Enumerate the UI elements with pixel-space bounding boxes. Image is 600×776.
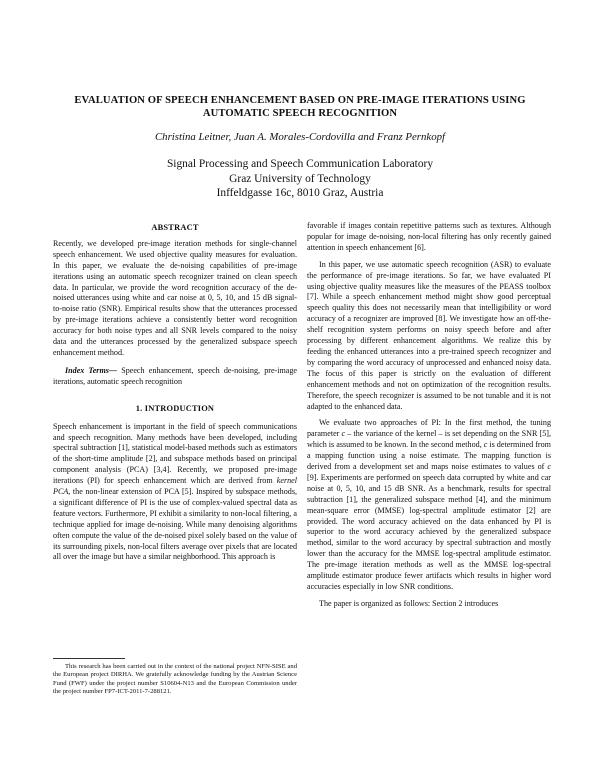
continued-paragraph: favorable if images contain repetitive patterns such as textures. Although popular for image de-noising, non-local filtering has only recently gained attention in speech enhancement [6]. (307, 221, 551, 252)
intro-text-b: , the non-linear extension of PCA [5]. Inspired by subspace methods, a significant difference of PI is the use of complex-valued spectral data as feature vectors. Furthermore, PI exhibit a similarity to non-local filtering, a technique applied for image de-noising. While many denoising algorithms often compute the value of the de-noised pixel solely based on the value of its surrounding pixels, non-local filters average over pixels that are located all over the image but have a similar neighborhood. This approach is (53, 487, 297, 562)
intro-kernel-pca: kernel PCA (53, 476, 297, 497)
paragraph-asr: In this paper, we use automatic speech recognition (ASR) to evaluate the performance of pre-image iterations. So far, we have evaluated PI using objective quality measures like the measures of the PEASS toolbox [7]. While a speech enhancement method might show good perceptual speech quality this does not necessarily mean that intelligibility or word accuracy of a recognizer are improved [8]. We investigate how an off-the-shelf recognition system performs on noisy speech before and after processing by different enhancement algorithms. We realize this by feeding the enhanced utterances into a pre-trained speech recognizer and by comparing the word accuracy of unprocessed and enhanced noisy data. The focus of this paper is strictly on the evaluation of different enhancement methods and not on optimization of the recognition results. Therefore, the speech recognizer is assumed to be not tunable and it is not adapted to the enhanced data. (307, 259, 551, 411)
index-terms-text: Speech enhancement, speech de-noising, pre-image iterations, automatic speech recognition (53, 365, 298, 386)
param-c-2: c (483, 440, 488, 450)
affiliation-lab: Signal Processing and Speech Communication Laboratory (166, 158, 434, 170)
paper-title: EVALUATION OF SPEECH ENHANCEMENT BASED ON PRE-IMAGE ITERATIONS USING AUTOMATIC SPEECH RECOGNITION (74, 95, 526, 119)
affiliation-university: Graz University of Technology (229, 172, 371, 185)
methods-text-d: is determined from a mapping function using a noise estimate. The mapping function is derived from a development set and maps noise estimates to values of (307, 440, 551, 472)
introduction-heading: 1. INTRODUCTION (135, 403, 215, 413)
index-terms (53, 366, 297, 388)
paragraph-organization: The paper is organized as follows: Section 2 introduces (319, 598, 499, 608)
intro-text-a: Speech enhancement is important in the field of speech communications and speech recognition. Many methods have been developed, including spectral subtraction [1], statistical model-based methods such as estimators of the short-time amplitude [2], and subspace methods based on principal component analysis (PCA) [3,4]. Recently, we proposed pre-image iterations (PI) for speech enhancement which are derived from (53, 421, 297, 486)
left-column (53, 223, 297, 563)
param-c-3: c (547, 462, 551, 472)
author-list: Christina Leitner, Juan A. Morales-Cordovilla and Franz Pernkopf (154, 131, 445, 143)
index-terms-label: Index Terms— (65, 365, 117, 375)
introduction-paragraph (53, 422, 297, 564)
footnote-divider (53, 658, 125, 659)
affiliation-address: Inffeldgasse 16c, 8010 Graz, Austria (216, 187, 384, 199)
abstract-text: Recently, we developed pre-image iteration methods for single-channel speech enhancement. We used objective quality measures for evaluation. In this paper, we evaluate the de-noising capabilities of pre-image iterations using an automatic speech recognizer trained on clean speech data. In particular, we provide the word recognition accuracy of the de-noised utterances using white and car noise at 0, 5, 10, and 15 dB signal-to-noise ratio (SNR). Empirical results show that the utterances processed by pre-image iterations achieve a consistently better word recognition accuracy for both noise types and all SNR levels compared to the noisy data and the utterances processed by the generalized subspace speech enhancement method. (53, 238, 297, 357)
param-c-1: c (341, 429, 346, 439)
methods-text-e: [9]. Experiments are performed on speech data corrupted by white and car noise at 0, 5, 10, and 15 dB SNR. As a benchmark, results for spectral subtraction [1], the generalized subspace method [4], and the minimum mean-square error (MMSE) log-spectral amplitude estimator [2] are provided. The word accuracy achieved on the data enhanced by PI is superior to the word accuracy achieved by the generalized subspace method, similar to the word accuracy by spectral subtraction and mostly lower than the accuracy for the MMSE log-spectral amplitude estimator. The pre-image iteration methods as well as the MMSE log-spectral amplitude estimator produce fewer artifacts which results in higher word accuracies especially in low SNR conditions. (307, 472, 551, 591)
methods-text-b: – the variance of the kernel – is set depending on the SNR [5], which is assumed to be known. In the second method, (307, 429, 551, 450)
right-column (307, 221, 551, 610)
methods-text-a: We evaluate two approaches of PI: In the first method, the tuning parameter (307, 418, 551, 439)
paragraph-methods (307, 418, 551, 593)
affiliation (40, 157, 560, 201)
abstract-heading: ABSTRACT (151, 223, 199, 232)
footnote: This research has been carried out in the context of the national project NFN-SISE and the European project DIRHA. We gratefully acknowledge funding by the Austrian Science Fund (FWF) under the project number S10604-N13 and the European Commission under the project number FP7-ICT-2011-7-288121. (53, 663, 297, 696)
